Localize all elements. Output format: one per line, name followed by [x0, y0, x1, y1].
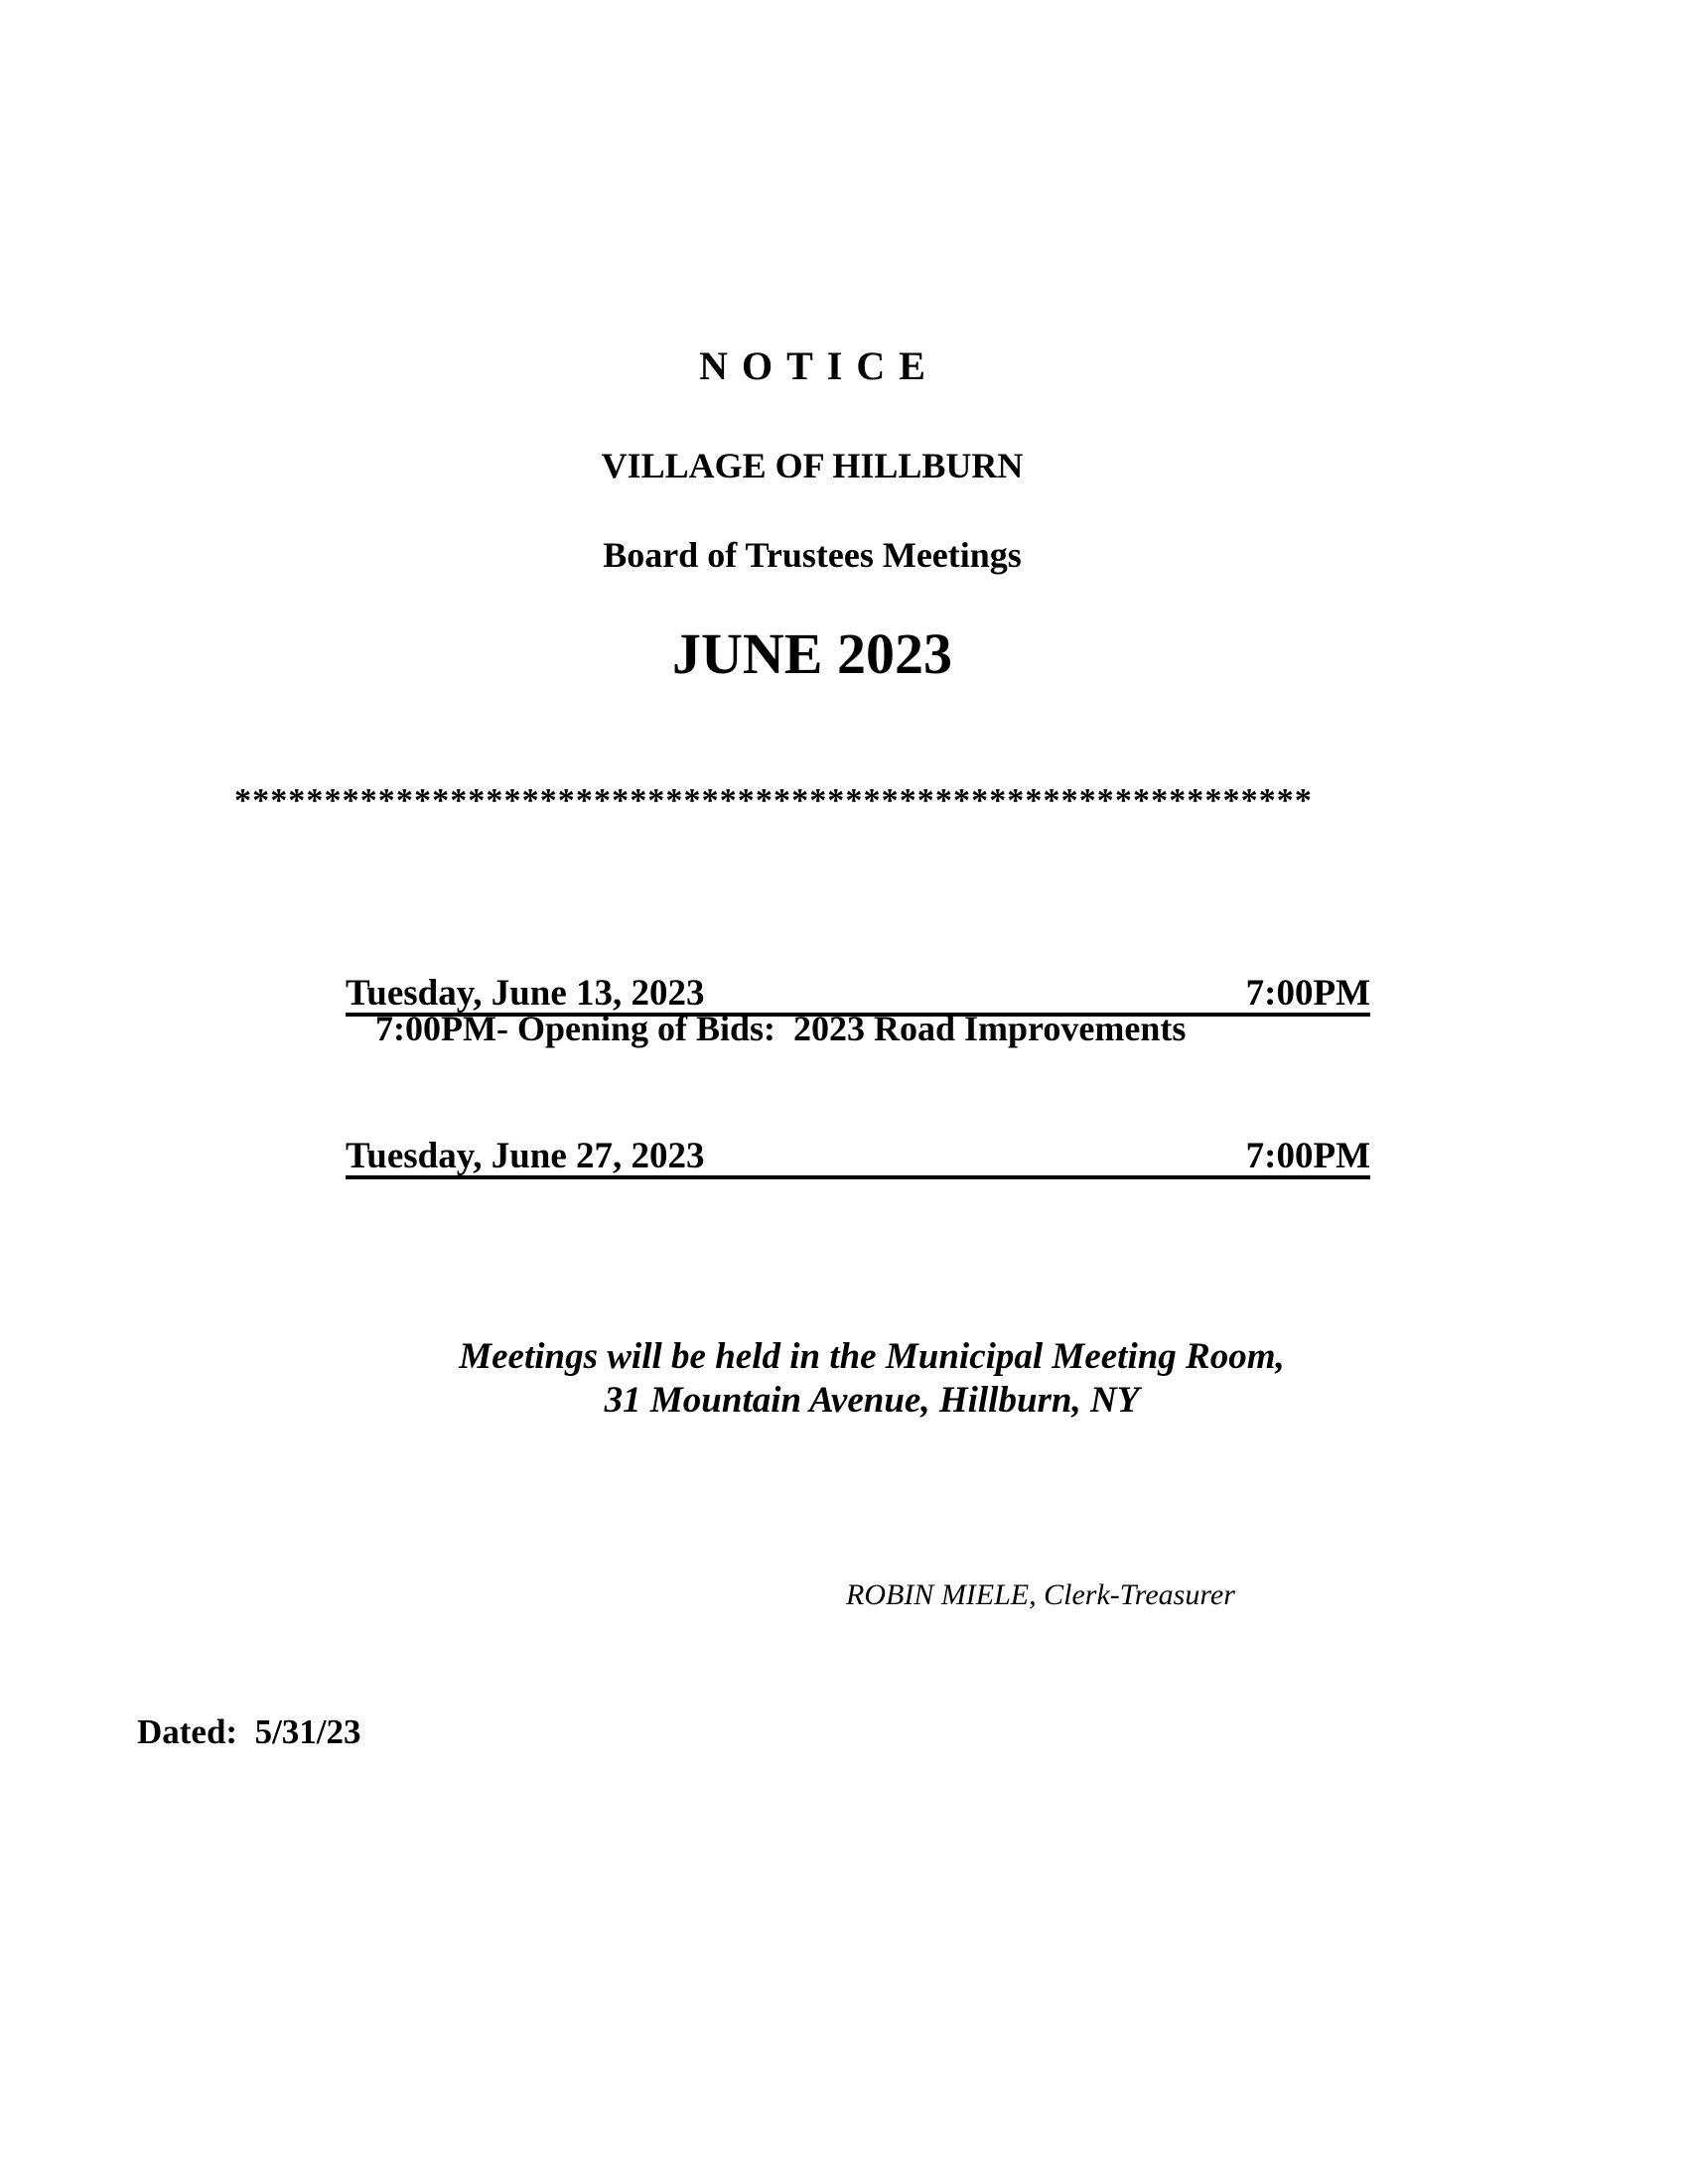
- meeting-note: 7:00PM- Opening of Bids: 2023 Road Improvements: [375, 1009, 1187, 1048]
- meeting-date: Tuesday, June 13, 2023: [346, 973, 705, 1014]
- meeting-time: 7:00PM: [1245, 973, 1370, 1014]
- asterisk-separator: ************************************************************: [234, 782, 1313, 819]
- clerk-signature: ROBIN MIELE, Clerk-Treasurer: [846, 1578, 1235, 1611]
- meeting-date: Tuesday, June 27, 2023: [346, 1136, 705, 1176]
- month-title: JUNE 2023: [672, 621, 952, 686]
- board-title: Board of Trustees Meetings: [603, 535, 1022, 575]
- location-line-2: 31 Mountain Avenue, Hillburn, NY: [604, 1380, 1140, 1421]
- notice-heading: NOTICE: [699, 343, 939, 388]
- village-name: VILLAGE OF HILLBURN: [601, 446, 1024, 485]
- meeting-time: 7:00PM: [1245, 1136, 1370, 1176]
- meeting-row: [346, 1126, 1370, 1179]
- location-line-1: Meetings will be held in the Municipal Meeting Room,: [459, 1336, 1285, 1377]
- dated-line: Dated: 5/31/23: [137, 1712, 361, 1751]
